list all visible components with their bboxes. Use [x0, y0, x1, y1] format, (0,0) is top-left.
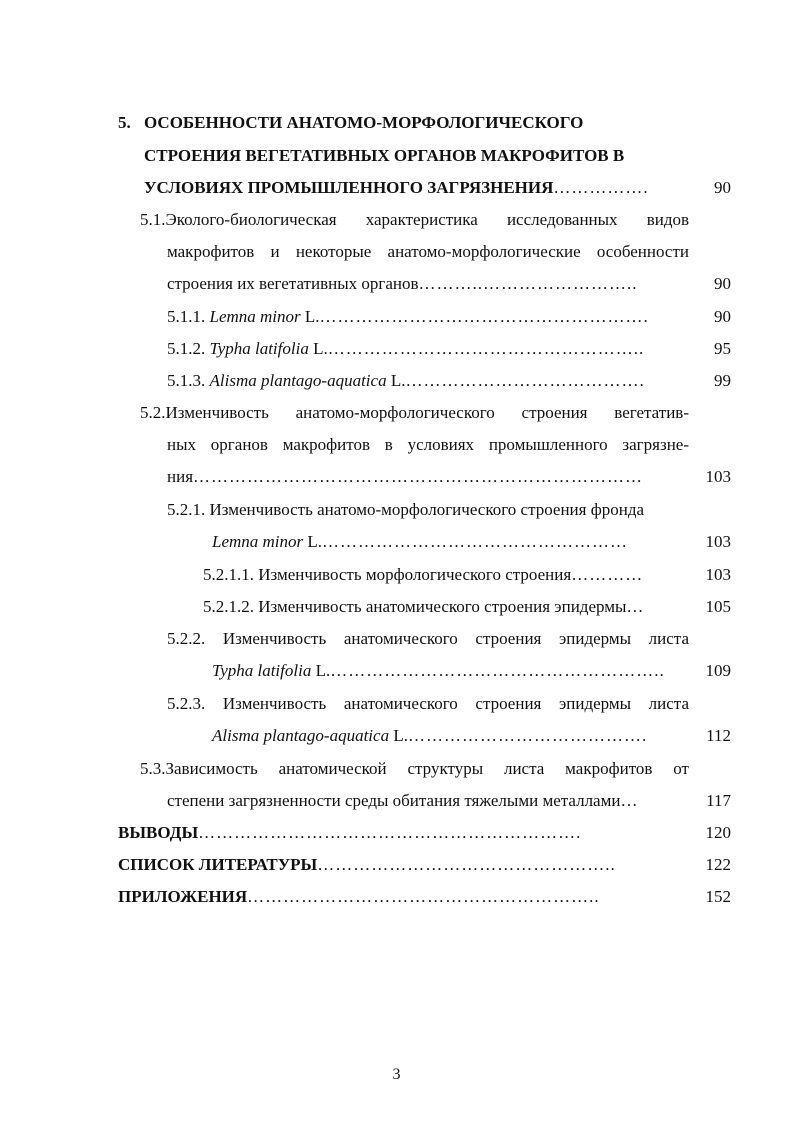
toc-page: 95 — [714, 339, 731, 358]
toc-number: 5. — [118, 113, 131, 132]
toc-page: 120 — [705, 823, 731, 842]
toc-entry-5-1-2[interactable] — [0, 336, 793, 362]
toc-entry-5-2-3-end[interactable] — [0, 723, 793, 749]
species-author: L. — [390, 371, 406, 390]
toc-leader: …………………………………………… — [322, 532, 629, 551]
toc-entry-5-2-1-1[interactable] — [0, 562, 793, 588]
toc-title: 5.2.2. Изменчивость анатомического строения эпидермы листа — [167, 629, 689, 648]
toc-leader: ……………. — [553, 178, 649, 197]
toc-page: 90 — [714, 178, 731, 197]
toc-entry-appendices[interactable] — [0, 884, 793, 910]
toc-title: ния — [167, 467, 194, 486]
toc-page: 105 — [705, 597, 731, 616]
toc-title: 5.2.Изменчивость анатомо-морфологического строения вегетатив- — [140, 403, 689, 422]
toc-entry-references[interactable] — [0, 852, 793, 878]
toc-entry-5-3-end[interactable] — [0, 788, 793, 814]
page-number: 3 — [392, 1066, 401, 1083]
toc-title: 5.2.3. Изменчивость анатомического строения эпидермы листа — [167, 694, 689, 713]
toc-entry-5-2-1[interactable] — [0, 497, 793, 523]
toc-leader: ………………………………………………. — [319, 307, 649, 326]
toc-leader: ………..…………………….. — [418, 274, 638, 293]
species-name: Typha latifolia — [209, 339, 309, 358]
toc-entry-5-2-2-end[interactable] — [0, 658, 793, 684]
toc-title: 5.2.1. Изменчивость анатомо-морфологического строения фронда — [167, 500, 645, 519]
toc-title: СТРОЕНИЯ ВЕГЕТАТИВНЫХ ОРГАНОВ МАКРОФИТОВ В — [144, 146, 625, 165]
toc-title: 5.2.1.2. Изменчивость анатомического строения эпидермы — [203, 597, 627, 616]
toc-page: 112 — [706, 726, 731, 745]
species-name: Lemna minor — [209, 307, 301, 326]
toc-leader: ………………………………………………….. — [247, 887, 600, 906]
toc-entry-5-end[interactable] — [0, 175, 793, 201]
toc-entry-5-2-1-end[interactable] — [0, 529, 793, 555]
toc-page: 109 — [705, 661, 731, 680]
toc-title: 5.1.Эколого-биологическая характеристика исследованных видов — [140, 210, 689, 229]
toc-page: 90 — [714, 274, 731, 293]
toc-number: 5.1.1. — [167, 307, 206, 326]
toc-entry-5-1-1[interactable] — [0, 304, 793, 330]
toc-title: ВЫВОДЫ — [118, 823, 199, 842]
toc-entry-5-2[interactable] — [0, 400, 793, 426]
toc-entry-5-1-3[interactable] — [0, 368, 793, 394]
toc-leader: …………………………………………….. — [327, 339, 645, 358]
toc-page: 103 — [705, 532, 731, 551]
toc-entry-conclusions[interactable] — [0, 820, 793, 846]
toc-entry-5-2-2[interactable] — [0, 626, 793, 652]
toc-title: 5.3.Зависимость анатомической структуры листа макрофитов от — [140, 759, 689, 778]
toc-page: 90 — [714, 307, 731, 326]
toc-leader: ………………………………………………………. — [198, 823, 582, 842]
toc-title: строения их вегетативных органов — [167, 274, 419, 293]
toc-entry-5-1[interactable] — [0, 207, 793, 233]
toc-leader: ………………………………………….. — [317, 855, 616, 874]
toc-page: 103 — [705, 467, 731, 486]
toc-entry-5-2-1-2[interactable] — [0, 594, 793, 620]
toc-entry-5-3[interactable] — [0, 756, 793, 782]
species-author: L. — [304, 307, 320, 326]
toc-entry-5-2-cont[interactable] — [0, 432, 793, 458]
species-name: Alisma plantago-aquatica — [212, 726, 390, 745]
toc-title: ПРИЛОЖЕНИЯ — [118, 887, 248, 906]
toc-title: СПИСОК ЛИТЕРАТУРЫ — [118, 855, 318, 874]
toc-page: 99 — [714, 371, 731, 390]
toc-leader: … — [626, 597, 645, 616]
toc-leader: ………………………………………………………………… — [193, 467, 644, 486]
species-name: Alisma plantago-aquatica — [209, 371, 387, 390]
species-name: Typha latifolia — [212, 661, 312, 680]
species-author: L. — [393, 726, 408, 745]
toc-number: 5.1.2. — [167, 339, 206, 358]
toc-title: УСЛОВИЯХ ПРОМЫШЛЕННОГО ЗАГРЯЗНЕНИЯ — [144, 178, 554, 197]
toc-title: ОСОБЕННОСТИ АНАТОМО-МОРФОЛОГИЧЕСКОГО — [144, 113, 584, 132]
species-author: L. — [315, 661, 331, 680]
toc-title: ных органов макрофитов в условиях промышленного загрязне- — [167, 435, 689, 454]
toc-leader: …………………………………. — [405, 371, 645, 390]
toc-entry-5-2-end[interactable] — [0, 464, 793, 490]
species-author: L. — [313, 339, 328, 358]
toc-page: 122 — [705, 855, 731, 874]
toc-leader: ………… — [571, 565, 644, 584]
toc-entry-5-1-cont[interactable] — [0, 239, 793, 265]
toc-leader: ……………………………………………….. — [330, 661, 665, 680]
toc-leader: …………………………………. — [407, 726, 648, 745]
toc-title: 5.2.1.1. Изменчивость морфологического строения — [203, 565, 572, 584]
toc-entry-5-1-end[interactable] — [0, 271, 793, 297]
toc-title: макрофитов и некоторые анатомо-морфологические особенности — [167, 242, 689, 261]
toc-page: 152 — [705, 887, 731, 906]
toc-page: 103 — [705, 565, 731, 584]
species-name: Lemna minor — [212, 532, 304, 551]
toc-leader: … — [620, 791, 639, 810]
toc-title: степени загрязненности среды обитания тяжелыми металлами — [167, 791, 621, 810]
toc-entry-5-2-3[interactable] — [0, 691, 793, 717]
species-author: L. — [307, 532, 323, 551]
toc-page: 117 — [706, 791, 731, 810]
toc-number: 5.1.3. — [167, 371, 206, 390]
